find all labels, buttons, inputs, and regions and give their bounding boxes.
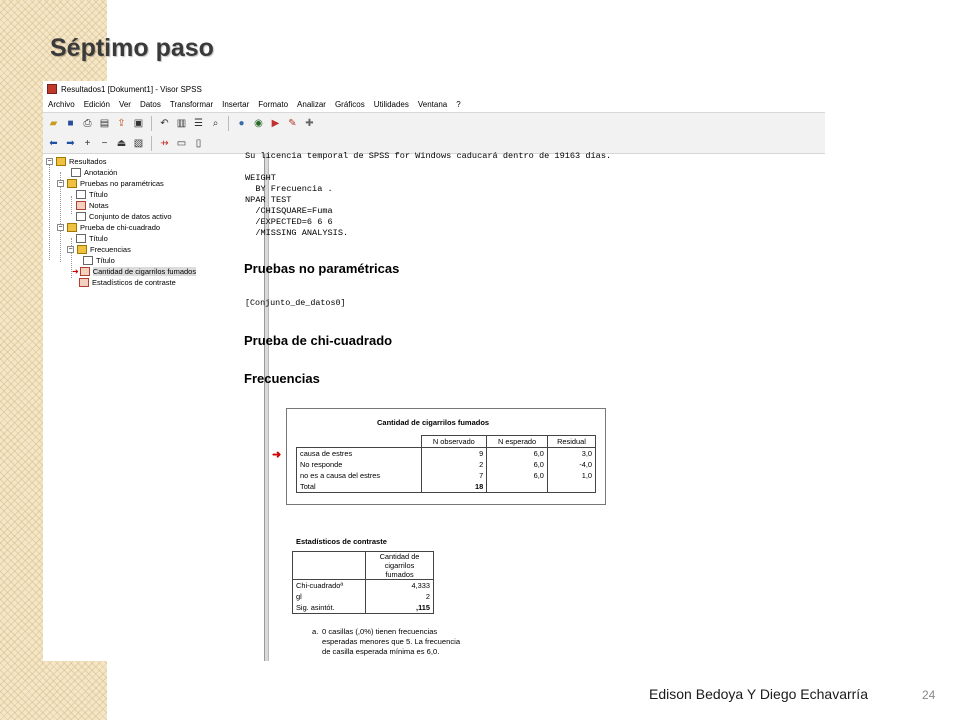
frequency-table-box[interactable] [286, 408, 606, 505]
col-header: Cantidad de cigarrilos fumados [366, 552, 434, 580]
tree-item-anotacion[interactable]: Anotación [71, 167, 117, 178]
print-preview-icon[interactable]: ▤ [99, 117, 110, 129]
syntax-line: BY Frecuencia . [245, 184, 333, 194]
tree-item-notas[interactable]: Notas [76, 200, 109, 211]
menu-ventana[interactable]: Ventana [417, 100, 448, 109]
toolbar-separator [151, 116, 152, 131]
undo-icon[interactable]: ↶ [160, 117, 169, 129]
promote-icon[interactable]: ⬅ [49, 137, 58, 149]
frequency-table [296, 435, 596, 493]
goto-data-icon[interactable]: ▥ [176, 117, 187, 129]
tree-item-resultados[interactable]: − Resultados [47, 157, 107, 166]
tree-item-frecuencias[interactable]: − Frecuencias [68, 245, 131, 254]
col-header: N observado [421, 436, 487, 448]
toolbar-separator [151, 136, 152, 151]
dataset-icon [76, 212, 86, 221]
test-statistics-table[interactable] [292, 551, 434, 614]
insert-heading-icon[interactable]: ⇸ [160, 137, 169, 149]
corner-cell [297, 436, 422, 448]
slide-footer-authors: Edison Bedoya Y Diego Echavarría [649, 686, 868, 702]
hide-icon[interactable]: ▧ [133, 137, 144, 149]
menu-transformar[interactable]: Transformar [169, 100, 214, 109]
table-row: No responde 2 6,0 -4,0 [297, 459, 596, 470]
log-icon [71, 168, 81, 177]
slide-title: Séptimo paso [50, 34, 214, 62]
syntax-line: /CHISQUARE=Fuma [245, 206, 333, 216]
main-toolbar [43, 113, 825, 134]
menu-help[interactable]: ? [456, 100, 461, 109]
title-icon [76, 234, 86, 243]
slide-page-number: 24 [922, 688, 936, 702]
menu-formato[interactable]: Formato [258, 100, 289, 109]
menu-edicion[interactable]: Edición [83, 100, 110, 109]
window-titlebar [43, 81, 825, 97]
syntax-line: /MISSING ANALYSIS. [245, 228, 349, 238]
title-icon [76, 190, 86, 199]
tree-item-prueba-chi-cuadrado[interactable]: − Prueba de chi-cuadrado [58, 223, 161, 232]
pivot-table-icon [80, 267, 90, 276]
use-sets-icon[interactable]: ● [238, 117, 245, 129]
spss-app-icon [47, 84, 57, 94]
col-header: Residual [547, 436, 595, 448]
window-title: Resultados1 [Dokument1] - Visor SPSS [61, 84, 202, 94]
demote-icon[interactable]: ➡ [66, 137, 75, 149]
title-icon [83, 256, 93, 265]
selected-arrow-icon: ➜ [72, 267, 79, 276]
menu-archivo[interactable]: Archivo [48, 100, 75, 109]
tree-connector [71, 196, 72, 214]
insert-title-icon[interactable]: ▭ [176, 137, 187, 149]
tree-connector [49, 160, 50, 260]
designate-window-icon[interactable]: ▶ [271, 117, 280, 129]
stats-table-title: Estadísticos de contraste [296, 537, 387, 546]
folder-icon [56, 157, 66, 166]
spss-viewer-window [43, 81, 825, 661]
table-row: causa de estres 9 6,0 3,0 [297, 448, 596, 460]
tree-item-estadisticos-contraste[interactable]: Estadísticos de contraste [79, 277, 176, 288]
goto-case-icon[interactable]: ☰ [194, 117, 203, 129]
col-header: N esperado [487, 436, 548, 448]
print-icon[interactable]: ⎙ [83, 117, 92, 129]
export-icon[interactable]: ⇪ [117, 117, 126, 129]
show-icon[interactable]: ⏏ [116, 137, 127, 149]
corner-cell [293, 552, 366, 580]
menu-insertar[interactable]: Insertar [222, 100, 250, 109]
recall-dialog-icon[interactable]: ▣ [133, 117, 144, 129]
menu-datos[interactable]: Datos [139, 100, 161, 109]
syntax-line: /EXPECTED=6 6 6 [245, 217, 333, 227]
folder-icon [67, 223, 77, 232]
menu-graficos[interactable]: Gráficos [334, 100, 365, 109]
folder-icon [67, 179, 77, 188]
heading-chi-square: Prueba de chi-cuadrado [244, 333, 393, 348]
tree-item-titulo[interactable]: Título [76, 189, 108, 200]
frequency-table-title: Cantidad de cigarrilos fumados [377, 418, 490, 427]
menu-bar [43, 97, 825, 113]
table-row: no es a causa del estres 7 6,0 1,0 [297, 470, 596, 481]
tree-item-conjunto-datos[interactable]: Conjunto de datos activo [76, 211, 172, 222]
open-folder-icon[interactable]: ▰ [49, 117, 58, 129]
pivot-table-icon [79, 278, 89, 287]
syntax-line: NPAR TEST [245, 195, 292, 205]
tree-item-pruebas-no-parametricas[interactable]: − Pruebas no paramétricas [58, 179, 164, 188]
insert-text-icon[interactable]: ▯ [195, 137, 202, 149]
table-row: gl 2 [293, 591, 434, 602]
dataset-label: [Conjunto_de_datos0] [245, 298, 346, 308]
syntax-line: WEIGHT [245, 173, 276, 183]
expand-icon[interactable]: + [84, 137, 91, 149]
outline-tree-pane [43, 154, 265, 661]
heading-nonparametric: Pruebas no paramétricas [244, 261, 400, 276]
toolbar-separator [228, 116, 229, 131]
table-row: Sig. asintót. ,115 [293, 602, 434, 614]
save-icon[interactable]: ■ [67, 117, 74, 129]
show-all-icon[interactable]: ◉ [254, 117, 263, 129]
notes-icon [76, 201, 86, 210]
tree-item-titulo[interactable]: Título [76, 233, 108, 244]
collapse-icon[interactable]: − [101, 137, 108, 149]
heading-frequencies: Frecuencias [244, 371, 320, 386]
collapse-toggle-icon[interactable]: − [68, 246, 73, 253]
menu-analizar[interactable]: Analizar [297, 100, 326, 109]
menu-ver[interactable]: Ver [118, 100, 131, 109]
collapse-toggle-icon[interactable]: − [58, 180, 63, 187]
table-row-total: Total 18 [297, 481, 596, 493]
collapse-toggle-icon[interactable]: − [58, 224, 63, 231]
folder-icon [77, 245, 87, 254]
script-icon[interactable]: ✎ [288, 117, 297, 129]
menu-utilidades[interactable]: Utilidades [373, 100, 409, 109]
collapse-toggle-icon[interactable]: − [47, 158, 52, 165]
add-icon[interactable]: ✚ [305, 117, 314, 129]
table-footnote: a. 0 casillas (,0%) tienen frecuencias esperadas menores que 5. La frecuencia de casilla esperada mínima es 6,0. [312, 627, 461, 656]
tree-item-titulo[interactable]: Título [83, 255, 115, 266]
tree-item-cantidad-cigarrilos[interactable]: ➜ Cantidad de cigarrilos fumados [72, 267, 197, 276]
selected-arrow-icon: ➜ [272, 449, 282, 461]
variables-icon[interactable]: ⌕ [212, 117, 219, 129]
table-row: Chi-cuadradoª 4,333 [293, 580, 434, 592]
syntax-line: Su licencia temporal de SPSS for Windows caducará dentro de 19163 días. [245, 151, 612, 161]
